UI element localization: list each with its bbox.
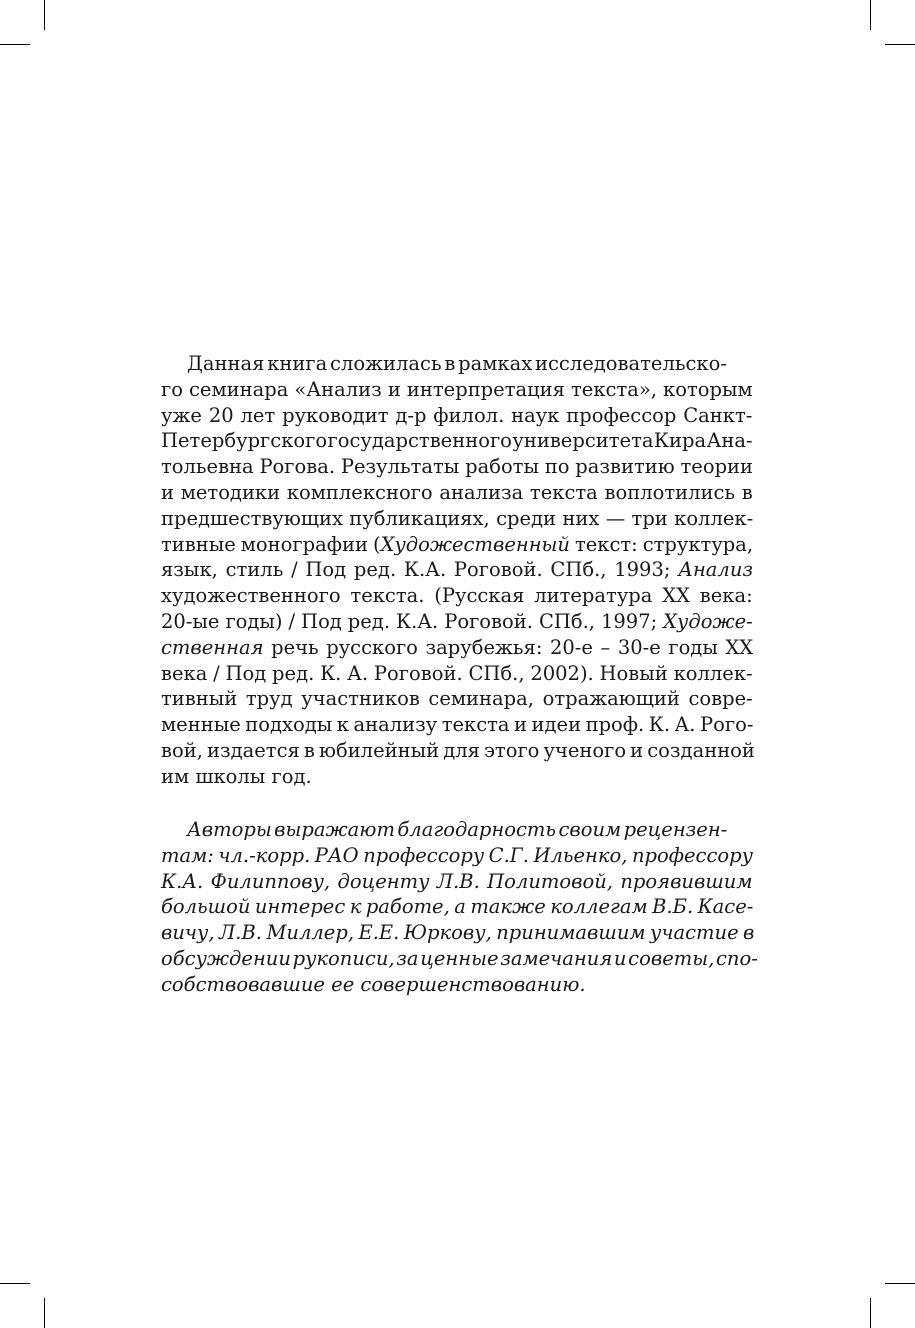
text-line: большой интерес к работе, а также коллегам В.Б. Касе- bbox=[161, 895, 754, 919]
crop-mark-bottom-right bbox=[870, 1298, 871, 1328]
text-line: К.А. Филиппову, доценту Л.В. Политовой, проявившим bbox=[161, 869, 753, 893]
main-paragraph bbox=[161, 351, 753, 790]
text-line: там: чл.-корр. РАО профессору С.Г. Ильенко, профессору bbox=[161, 843, 753, 867]
italic-title: Художественный bbox=[380, 532, 570, 556]
text-line: вичу, Л.В. Миллер, Е.Е. Юркову, принимавшим участие в bbox=[161, 921, 755, 945]
text-line: уже 20 лет руководит д-р филол. наук профессор Санкт- bbox=[161, 403, 753, 427]
text-line: художественного текста. (Русская литература XX века: bbox=[161, 584, 753, 608]
italic-title: Художе- bbox=[663, 609, 753, 633]
italic-title: Анализ bbox=[678, 558, 754, 582]
crop-mark-top-right bbox=[885, 44, 915, 45]
crop-mark-bottom-left bbox=[0, 1283, 30, 1284]
text-line: язык, стиль / Под ред. К.А. Роговой. СПб., 1993; Анализ bbox=[161, 558, 754, 582]
text-line: вой, издается в юбилейный для этого ученого и созданной bbox=[161, 738, 755, 762]
crop-mark-top-right bbox=[870, 0, 871, 30]
text-line: го семинара «Анализ и интерпретация текста», которым bbox=[161, 377, 753, 401]
text-line: Петербургского государственного университета Кира Ана- bbox=[161, 429, 753, 453]
text-line: 20-ые годы) / Под ред. К.А. Роговой. СПб., 1997; Художе- bbox=[161, 609, 753, 633]
crop-mark-top-left bbox=[0, 44, 30, 45]
text-line: века / Под ред. К. А. Роговой. СПб., 2002). Новый коллек- bbox=[161, 661, 753, 685]
text-line: менные подходы к анализу текста и идеи проф. К. А. Рого- bbox=[161, 713, 754, 737]
text-line: тивные монографии (Художественный текст: структура, bbox=[161, 532, 754, 556]
text-line: им школы год. bbox=[161, 764, 312, 788]
text-line: тивный труд участников семинара, отражающий совре- bbox=[161, 687, 753, 711]
text-line: обсуждении рукописи, за ценные замечания и советы, спо- bbox=[161, 946, 758, 970]
text-line: тольевна Рогова. Результаты работы по развитию теории bbox=[161, 455, 754, 479]
text-line: Авторы выражают благодарность своим рецензен- bbox=[187, 818, 728, 841]
acknowledgment-paragraph bbox=[161, 817, 758, 998]
crop-mark-bottom-right bbox=[885, 1283, 915, 1284]
text-line: предшествующих публикациях, среди них — три коллек- bbox=[161, 506, 754, 530]
text-line: и методики комплексного анализа текста воплотились в bbox=[161, 480, 753, 504]
text-line: ственная речь русского зарубежья: 20-е – 30-е годы XX bbox=[161, 635, 754, 659]
text-line: Данная книга сложилась в рамках исследовательско- bbox=[187, 352, 727, 375]
crop-mark-bottom-left bbox=[44, 1298, 45, 1328]
text-line: собствовавшие ее совершенствованию. bbox=[161, 972, 586, 996]
crop-mark-top-left bbox=[44, 0, 45, 30]
italic-title: ственная bbox=[161, 635, 264, 659]
